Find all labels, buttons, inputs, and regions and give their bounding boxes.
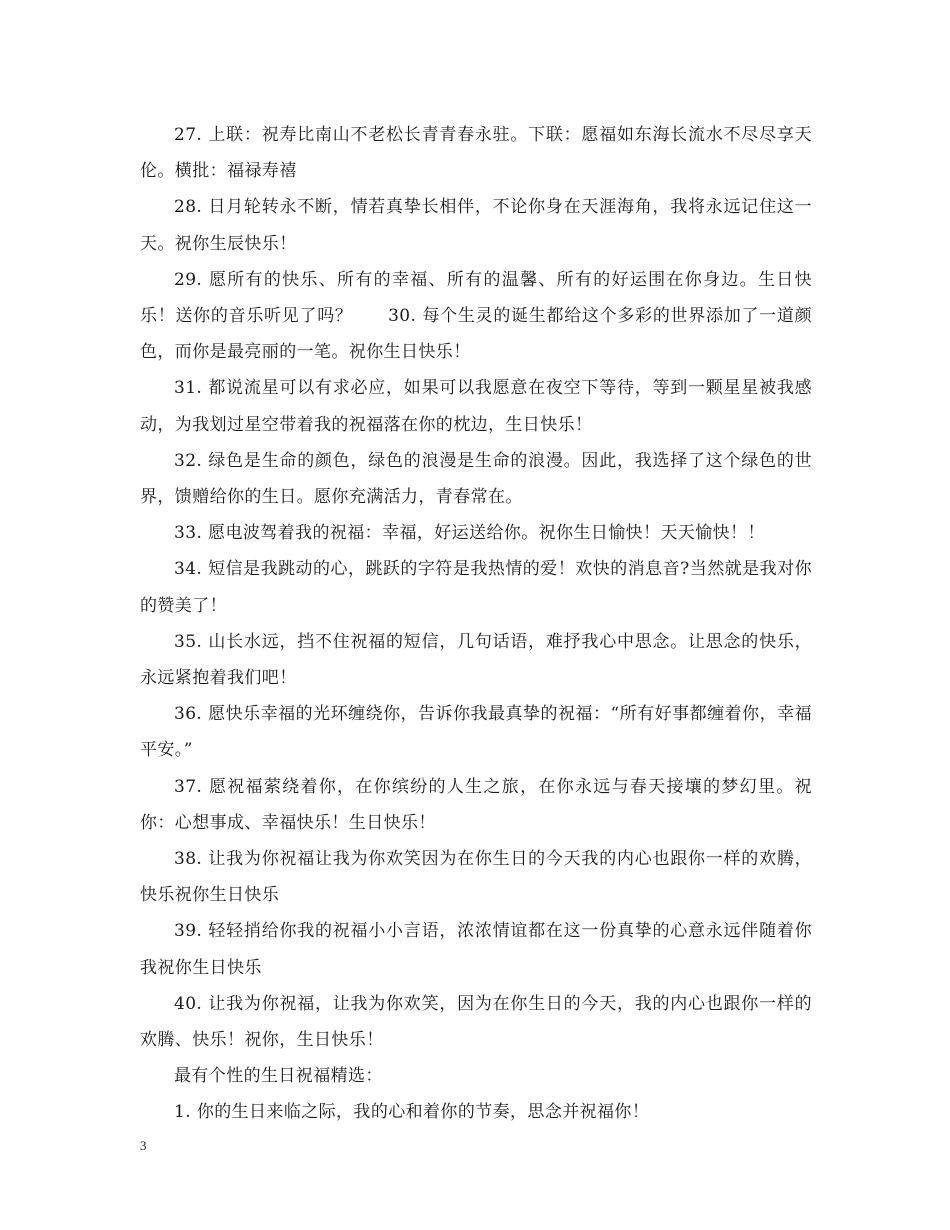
paragraph-32: 32. 绿色是生命的颜色，绿色的浪漫是生命的浪漫。因此，我选择了这个绿色的世界，馈赠给你的生日。愿你充满活力，青春常在。 (140, 450, 812, 508)
paragraph-27: 27. 上联：祝寿比南山不老松长青青春永驻。下联：愿福如东海长流水不尽尽享天伦。横批：福禄寿禧 (140, 125, 812, 182)
section-heading: 最有个性的生日祝福精选： (174, 1066, 383, 1087)
paragraph-34: 34. 短信是我跳动的心，跳跃的字符是我热情的爱！欢快的消息音?当然就是我对你的赞美了！ (140, 559, 812, 616)
paragraph-33: 33. 愿电波驾着我的祝福：幸福，好运送给你。祝你生日愉快！天天愉快！！ (174, 523, 765, 544)
paragraph-38: 38. 让我为你祝福让我为你欢笑因为在你生日的今天我的内心也跟你一样的欢腾，快乐祝你生日快乐 (140, 849, 812, 906)
paragraph-1: 1. 你的生日来临之际，我的心和着你的节奏，思念并祝福你！ (174, 1102, 650, 1123)
paragraph-37: 37. 愿祝福萦绕着你，在你缤纷的人生之旅，在你永远与春天接壤的梦幻里。祝你：心想事成、幸福快乐！生日快乐！ (140, 776, 812, 833)
paragraph-28: 28. 日月轮转永不断，情若真挚长相伴，不论你身在天涯海角，我将永远记住这一天。祝你生辰快乐！ (140, 197, 812, 254)
paragraph-31: 31. 都说流星可以有求必应，如果可以我愿意在夜空下等待，等到一颗星星被我感动，为我划过星空带着我的祝福落在你的枕边，生日快乐！ (140, 378, 812, 435)
paragraph-35: 35. 山长水远，挡不住祝福的短信，几句话语，难抒我心中思念。让思念的快乐，永远紧抱着我们吧！ (140, 631, 812, 689)
document-body (140, 117, 812, 1131)
paragraph-36: 36. 愿快乐幸福的光环缠绕你，告诉你我最真挚的祝福：“所有好事都缠着你，幸福平安。” (140, 704, 812, 761)
page-number: 3 (140, 1138, 147, 1153)
paragraph-39: 39. 轻轻捎给你我的祝福小小言语，浓浓情谊都在这一份真挚的心意永远伴随着你我祝你生日快乐 (140, 921, 812, 978)
paragraph-40: 40. 让我为你祝福，让我为你欢笑，因为在你生日的今天，我的内心也跟你一样的欢腾、快乐！祝你，生日快乐！ (140, 993, 812, 1051)
paragraph-29-30: 29. 愿所有的快乐、所有的幸福、所有的温馨、所有的好运围在你身边。生日快乐！送你的音乐听见了吗？ 30. 每个生灵的诞生都给这个多彩的世界添加了一道颜色，而你是最亮丽的一笔。祝你生日快乐！ (140, 269, 812, 363)
